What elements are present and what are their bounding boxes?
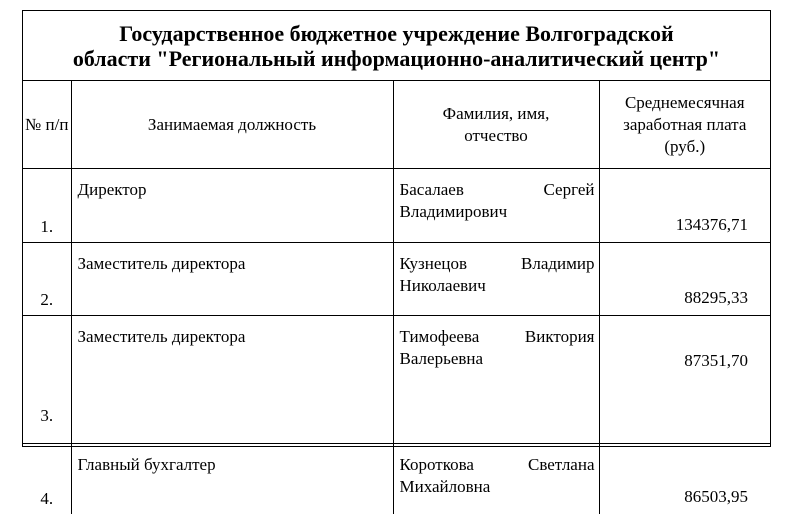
row-name: Тимофеева Виктория Валерьевна xyxy=(393,316,599,444)
row-number: 1. xyxy=(23,169,71,243)
row-number: 3. xyxy=(23,316,71,444)
row-salary: 88295,33 xyxy=(599,243,770,316)
table-header-row xyxy=(23,81,770,169)
row-position: Директор xyxy=(71,169,393,243)
header-name: Фамилия, имя, отчество xyxy=(393,81,599,169)
salary-table xyxy=(23,81,770,514)
row-name: Басалаев Сергей Владимирович xyxy=(393,169,599,243)
salary-document xyxy=(22,10,771,447)
table-row xyxy=(23,243,770,316)
row-position: Заместитель директора xyxy=(71,316,393,444)
title-line-2: области "Региональный информационно-аналитический центр" xyxy=(23,46,770,71)
header-salary: Среднемесячная заработная плата (руб.) xyxy=(599,81,770,169)
header-position: Занимаемая должность xyxy=(71,81,393,169)
row-salary: 134376,71 xyxy=(599,169,770,243)
row-position: Заместитель директора xyxy=(71,243,393,316)
table-row xyxy=(23,316,770,444)
title-line-1: Государственное бюджетное учреждение Волгоградской xyxy=(23,21,770,46)
row-salary: 87351,70 xyxy=(599,316,770,444)
document-title xyxy=(23,11,770,81)
table-row xyxy=(23,169,770,243)
row-number: 2. xyxy=(23,243,71,316)
row-position: Главный бухгалтер xyxy=(71,444,393,514)
header-number: № п/п xyxy=(23,81,71,169)
row-name: Короткова Светлана Михайловна xyxy=(393,444,599,514)
row-salary: 86503,95 xyxy=(599,444,770,514)
table-row xyxy=(23,444,770,514)
row-number: 4. xyxy=(23,444,71,514)
row-name: Кузнецов Владимир Николаевич xyxy=(393,243,599,316)
